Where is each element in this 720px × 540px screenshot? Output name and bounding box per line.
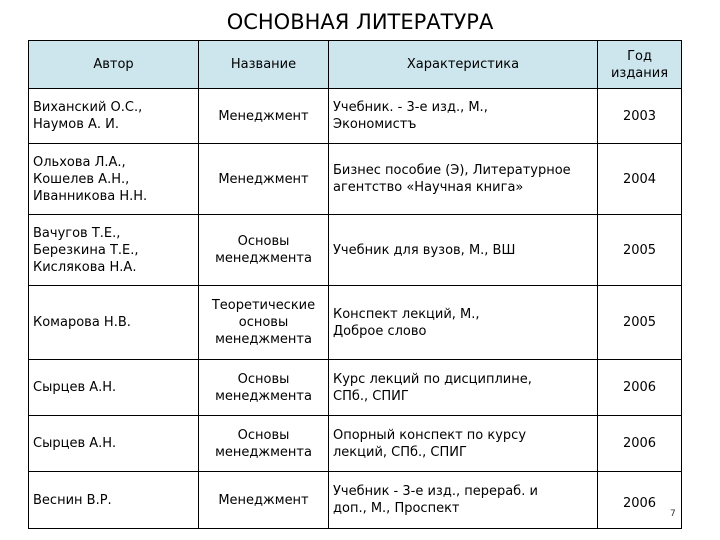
cell-name: Основы менеджмента (199, 360, 329, 416)
cell-year: 2005 (598, 286, 682, 360)
table-row (29, 89, 682, 144)
table-row (29, 144, 682, 215)
cell-description: Опорный конспект по курсу лекций, СПб., СПИГ (329, 416, 598, 472)
cell-author: Веснин В.Р. (29, 472, 199, 529)
cell-year: 2006 (598, 472, 682, 529)
table-row (29, 286, 682, 360)
page-title: ОСНОВНАЯ ЛИТЕРАТУРА (226, 10, 494, 34)
literature-table (28, 40, 682, 529)
cell-author: Сырцев А.Н. (29, 360, 199, 416)
cell-description: Бизнес пособие (Э), Литературное агентство «Научная книга» (329, 144, 598, 215)
table-row (29, 472, 682, 529)
table-row (29, 416, 682, 472)
cell-name: Основы менеджмента (199, 416, 329, 472)
cell-year: 2004 (598, 144, 682, 215)
table-row (29, 360, 682, 416)
header-author: Автор (29, 41, 199, 89)
header-name: Название (199, 41, 329, 89)
page-number: 7 (670, 509, 676, 519)
cell-name: Менеджмент (199, 89, 329, 144)
cell-description: Конспект лекций, М., Доброе слово (329, 286, 598, 360)
table-row (29, 215, 682, 286)
cell-author: Ольхова Л.А., Кошелев А.Н., Иванникова Н.Н. (29, 144, 199, 215)
cell-description: Курс лекций по дисциплине, СПб., СПИГ (329, 360, 598, 416)
table-header-row (29, 41, 682, 89)
cell-year: 2003 (598, 89, 682, 144)
cell-description: Учебник для вузов, М., ВШ (329, 215, 598, 286)
cell-year: 2005 (598, 215, 682, 286)
cell-description: Учебник. - 3-е изд., М., Экономистъ (329, 89, 598, 144)
header-year: Год издания (598, 41, 682, 89)
cell-name: Теоретические основы менеджмента (199, 286, 329, 360)
cell-name: Менеджмент (199, 144, 329, 215)
cell-name: Основы менеджмента (199, 215, 329, 286)
cell-author: Виханский О.С., Наумов А. И. (29, 89, 199, 144)
cell-author: Комарова Н.В. (29, 286, 199, 360)
cell-description: Учебник - 3-е изд., перераб. и доп., М., Проспект (329, 472, 598, 529)
cell-year: 2006 (598, 416, 682, 472)
cell-year: 2006 (598, 360, 682, 416)
cell-author: Сырцев А.Н. (29, 416, 199, 472)
cell-name: Менеджмент (199, 472, 329, 529)
cell-author: Вачугов Т.Е., Березкина Т.Е., Кислякова Н.А. (29, 215, 199, 286)
header-description: Характеристика (329, 41, 598, 89)
